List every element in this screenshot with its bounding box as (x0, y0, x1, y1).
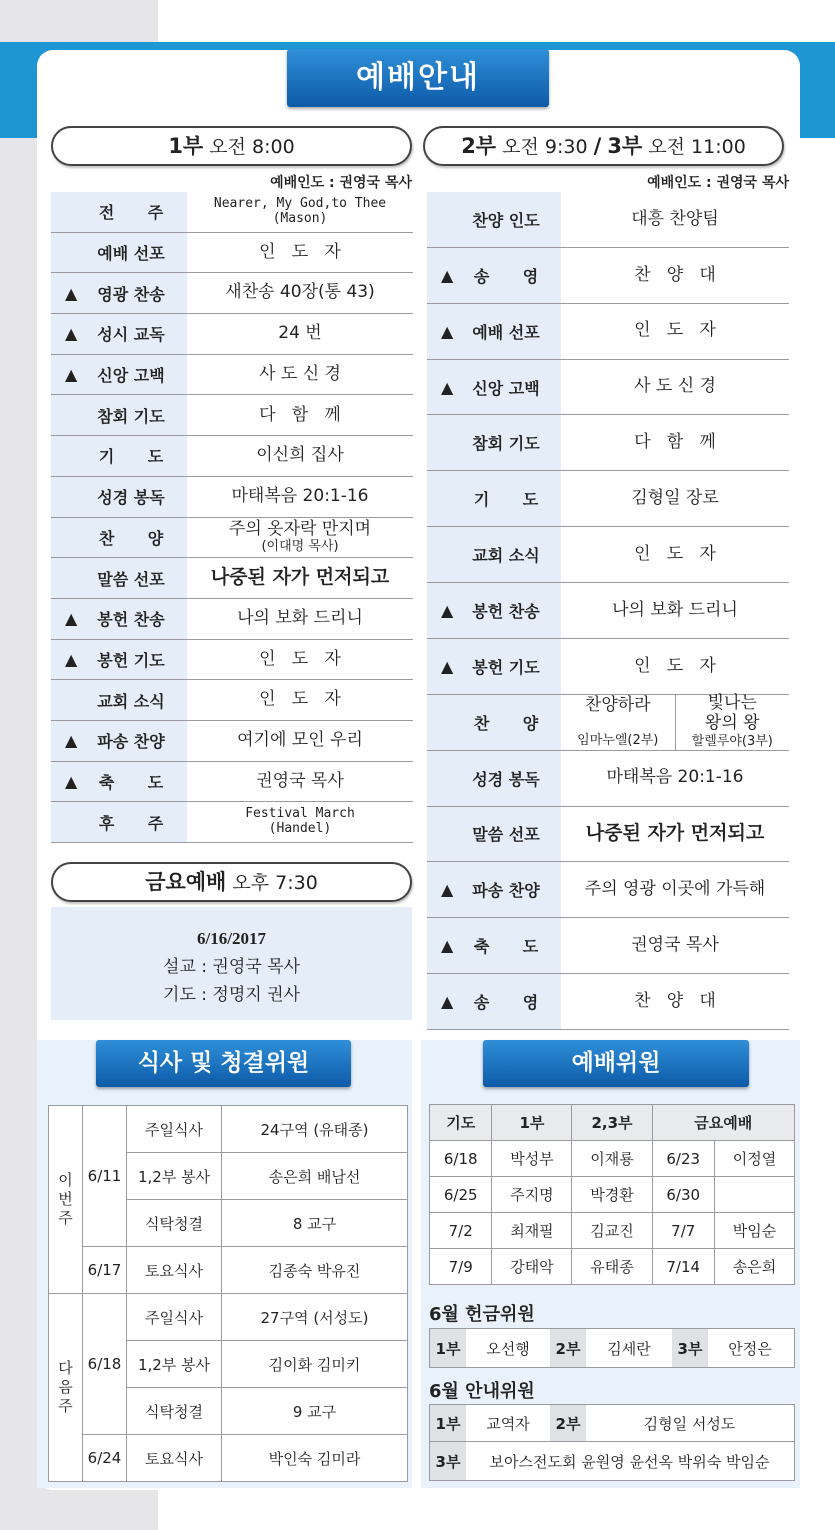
order-row (427, 862, 789, 918)
service-sep: / (593, 134, 602, 158)
order-label (51, 680, 187, 720)
committee-cell: 이정열 (714, 1141, 794, 1177)
service-3-time: 오전 11:00 (648, 136, 746, 158)
order-label (51, 721, 187, 761)
guides-title: 6월 안내위원 (429, 1381, 535, 1402)
order-row (51, 518, 413, 559)
committee-cell: 송은희 (714, 1249, 794, 1285)
order-row (427, 918, 789, 974)
order-value: 24 번 (278, 323, 322, 344)
triangle-icon: ▲ (441, 321, 454, 341)
triangle-icon: ▲ (65, 324, 78, 344)
order-value: Nearer, My God,to Thee (Mason) (213, 195, 387, 226)
order-row (427, 807, 789, 863)
meal-row (49, 1435, 408, 1482)
meal-duty: 식탁청결 (127, 1388, 222, 1435)
order-label (427, 360, 561, 415)
triangle-icon: ▲ (441, 600, 454, 620)
order-label (427, 807, 561, 862)
order-label (51, 436, 187, 476)
service-3-label: 3부 (607, 134, 643, 158)
order-label (51, 273, 187, 313)
order-label-text: 송 영 (473, 266, 539, 286)
order-row (427, 304, 789, 360)
order-value: 인 도 자 (259, 241, 341, 262)
order-label (51, 314, 187, 354)
order-label-text: 교회 소식 (97, 691, 165, 711)
order-value: 인 도 자 (634, 655, 716, 676)
strip-key: 3부 (430, 1442, 466, 1480)
praise-choir-3: 할렐루야(3부) (691, 734, 773, 750)
order-row (427, 248, 789, 304)
order-label-text: 후 주 (98, 813, 164, 833)
order-label-text: 참회 기도 (97, 406, 165, 426)
order-row (427, 751, 789, 807)
order-label-text: 축 도 (98, 772, 164, 792)
order-label (427, 639, 561, 694)
meal-duty: 1,2부 봉사 (127, 1153, 222, 1200)
order-label-text: 예배 선포 (472, 322, 540, 342)
meal-assignee: 27구역 (서성도) (222, 1294, 408, 1341)
order-value: 인 도 자 (634, 320, 716, 341)
order-label (427, 695, 561, 750)
order-row (427, 583, 789, 639)
order-row (427, 639, 789, 695)
order-label-text: 예배 선포 (97, 244, 165, 264)
order-label (51, 762, 187, 802)
meal-duty: 토요식사 (127, 1247, 222, 1294)
order-label (427, 918, 561, 973)
order-row (51, 721, 413, 762)
service-23-header (423, 126, 784, 166)
meal-duty: 식탁청결 (127, 1200, 222, 1247)
triangle-icon: ▲ (441, 880, 454, 900)
committee-cell: 6/30 (652, 1177, 714, 1213)
order-label (51, 355, 187, 395)
order-label (427, 527, 561, 582)
order-value: 찬 양 대 (634, 264, 716, 285)
order-value-sub: (이대명 목사) (261, 538, 339, 554)
order-label (51, 640, 187, 680)
order-value: 나중된 자가 먼저되고 (210, 566, 390, 589)
order-label-text: 참회 기도 (472, 434, 540, 454)
order-label (51, 802, 187, 842)
order-value-main: 주의 옷자락 만지며 (228, 519, 372, 540)
order-row (427, 471, 789, 527)
order-row (51, 640, 413, 681)
meal-week: 이 번 주 (49, 1106, 83, 1294)
order-value: 권영국 목사 (256, 770, 344, 791)
friday-sermon: 설교 : 권영국 목사 (163, 957, 300, 977)
order-row (427, 415, 789, 471)
order-label-text: 신앙 고백 (472, 378, 540, 398)
committee-cell: 6/25 (430, 1177, 492, 1213)
order-value-b (676, 695, 790, 750)
order-label-text: 말씀 선포 (472, 825, 540, 845)
meal-duty: 토요식사 (127, 1435, 222, 1482)
order-row (51, 599, 413, 640)
committee-header: 2,3부 (572, 1105, 652, 1141)
committee-header: 기도 (430, 1105, 492, 1141)
order-label-text: 성시 교독 (97, 325, 165, 345)
friday-header (51, 862, 412, 902)
order-label-text: 기 도 (473, 490, 539, 510)
order-label-text: 봉헌 찬송 (472, 601, 540, 621)
order-label (51, 518, 187, 558)
strip-key: 1부 (430, 1329, 466, 1367)
meal-week: 다 음 주 (49, 1294, 83, 1482)
meal-assignee: 24구역 (유태종) (222, 1106, 408, 1153)
meal-table (48, 1105, 408, 1482)
order-label (51, 558, 187, 598)
committee-header-row (430, 1105, 795, 1141)
triangle-icon: ▲ (441, 656, 454, 676)
meal-assignee: 송은희 배남선 (222, 1153, 408, 1200)
order-label-text: 봉헌 기도 (472, 657, 540, 677)
committee-row (430, 1213, 795, 1249)
order-row (51, 233, 413, 274)
praise-choir-2: 임마누엘(2부) (577, 732, 659, 748)
order-row (51, 680, 413, 721)
meal-title: 식사 및 청결위원 (96, 1040, 351, 1087)
page-title: 예배안내 (287, 49, 549, 107)
guides-row-1 (429, 1404, 795, 1442)
service-2-label: 2부 (461, 134, 497, 158)
order-value: 나의 보화 드리니 (612, 599, 738, 620)
triangle-icon: ▲ (65, 365, 78, 385)
order-label (427, 471, 561, 526)
order-label (427, 248, 561, 303)
order-label-text: 교회 소식 (472, 546, 540, 566)
strip-value: 김세란 (607, 1339, 651, 1358)
meal-row (49, 1294, 408, 1341)
order-label (51, 599, 187, 639)
order-row (427, 695, 789, 751)
order-row (427, 192, 789, 248)
friday-prayer: 기도 : 정명지 권사 (163, 985, 300, 1005)
order-value: 마태복음 20:1-16 (606, 767, 744, 788)
order-value: 대흥 찬양팀 (631, 208, 719, 229)
committee-cell: 박임순 (714, 1213, 794, 1249)
meal-duty: 주일식사 (127, 1294, 222, 1341)
committee-cell: 박성부 (492, 1141, 572, 1177)
committee-cell: 7/9 (430, 1249, 492, 1285)
strip-key: 3부 (672, 1329, 708, 1367)
order-value: 인 도 자 (259, 689, 341, 710)
order-label-text: 찬양 인도 (472, 210, 540, 230)
committee-header: 금요예배 (652, 1105, 794, 1141)
meal-assignee: 9 교구 (222, 1388, 408, 1435)
order-value: 김형일 장로 (631, 487, 719, 508)
committee-cell (714, 1177, 794, 1213)
order-value: 이신희 집사 (256, 445, 344, 466)
order-row (51, 355, 413, 396)
friday-time: 오후 7:30 (232, 872, 318, 894)
meal-row (49, 1106, 408, 1153)
service-1-time: 오전 8:00 (209, 136, 295, 158)
order-label (427, 304, 561, 359)
order-label (427, 862, 561, 917)
meal-row (49, 1247, 408, 1294)
meal-date: 6/24 (83, 1435, 127, 1482)
service-1-header (51, 126, 412, 166)
order-label-text: 봉헌 기도 (97, 650, 165, 670)
committee-cell: 최재필 (492, 1213, 572, 1249)
committee-cell: 7/14 (652, 1249, 714, 1285)
order-label-text: 성경 봉독 (472, 769, 540, 789)
triangle-icon: ▲ (65, 771, 78, 791)
order-label (427, 415, 561, 470)
strip-key: 2부 (550, 1405, 586, 1441)
committee-cell: 박경환 (572, 1177, 652, 1213)
committee-cell: 6/18 (430, 1141, 492, 1177)
order-row (427, 527, 789, 583)
meal-duty: 1,2부 봉사 (127, 1341, 222, 1388)
order-value: 인 도 자 (259, 648, 341, 669)
order-row (51, 395, 413, 436)
order-value: 인 도 자 (634, 543, 716, 564)
meal-assignee: 김종숙 박유진 (222, 1247, 408, 1294)
order-label-text: 영광 찬송 (97, 284, 165, 304)
committee-table (429, 1104, 795, 1285)
committee-cell: 유태종 (572, 1249, 652, 1285)
order-row (51, 273, 413, 314)
order-value: 사 도 신 경 (634, 376, 716, 397)
committee-cell: 6/23 (652, 1141, 714, 1177)
triangle-icon: ▲ (441, 377, 454, 397)
strip-value: 안정은 (728, 1339, 772, 1358)
offering-strip (429, 1328, 795, 1368)
order-label-text: 말씀 선포 (97, 569, 165, 589)
meal-assignee: 박인숙 김미라 (222, 1435, 408, 1482)
order-value: 나중된 자가 먼저되고 (585, 822, 765, 845)
order-row (51, 436, 413, 477)
order-row (51, 192, 413, 233)
order-row (51, 762, 413, 803)
order-label-text: 파송 찬양 (472, 881, 540, 901)
committee-cell: 주지명 (492, 1177, 572, 1213)
order-label (427, 751, 561, 806)
order-value: 사 도 신 경 (259, 363, 341, 384)
order-value: 여기에 모인 우리 (237, 730, 363, 750)
triangle-icon: ▲ (65, 731, 78, 751)
order-row (51, 802, 413, 843)
triangle-icon: ▲ (441, 992, 454, 1012)
praise-title-3: 빛나는 왕의 왕 (704, 693, 760, 733)
praise-title-2: 찬양하라 (584, 694, 651, 715)
strip-value: 보아스전도회 윤원영 윤선옥 박위숙 박임순 (489, 1452, 770, 1471)
order-label-text: 파송 찬양 (97, 732, 165, 752)
triangle-icon: ▲ (65, 283, 78, 303)
order-row (51, 558, 413, 599)
order-row (427, 974, 789, 1030)
triangle-icon: ▲ (441, 936, 454, 956)
order-value: 찬 양 대 (634, 990, 716, 1011)
order-label (51, 395, 187, 435)
order-value (187, 518, 413, 558)
order-label (51, 477, 187, 517)
committee-cell: 7/2 (430, 1213, 492, 1249)
meal-date: 6/17 (83, 1247, 127, 1294)
committee-cell: 강태악 (492, 1249, 572, 1285)
committee-row (430, 1141, 795, 1177)
order-value: 나의 보화 드리니 (237, 607, 363, 628)
strip-value: 교역자 (486, 1414, 530, 1433)
order-value: 새찬송 40장(통 43) (225, 282, 375, 303)
triangle-icon: ▲ (65, 609, 78, 629)
service-2-time: 오전 9:30 (502, 136, 588, 158)
order-label-text: 신앙 고백 (97, 366, 165, 386)
order-label-text: 기 도 (98, 447, 164, 467)
triangle-icon: ▲ (65, 649, 78, 669)
committee-cell: 7/7 (652, 1213, 714, 1249)
order-label (427, 583, 561, 638)
order-value-a (561, 695, 676, 750)
order-label-text: 성경 봉독 (97, 488, 165, 508)
order-label-text: 축 도 (473, 937, 539, 957)
order-row (51, 477, 413, 518)
order-value: 주의 영광 이곳에 가득해 (584, 879, 766, 900)
committee-cell: 김교진 (572, 1213, 652, 1249)
committee-header: 1부 (492, 1105, 572, 1141)
committee-row (430, 1249, 795, 1285)
meal-date: 6/18 (83, 1294, 127, 1435)
order-label-text: 전 주 (98, 203, 164, 223)
service-1-label: 1부 (168, 134, 204, 158)
meal-assignee: 김이화 김미키 (222, 1341, 408, 1388)
order-label-text: 송 영 (473, 993, 539, 1013)
strip-value: 오선행 (486, 1339, 530, 1358)
order-label (427, 974, 561, 1029)
order-label (427, 192, 561, 247)
guides-row-2 (429, 1441, 795, 1481)
order-label-text: 찬 양 (98, 528, 164, 548)
meal-assignee: 8 교구 (222, 1200, 408, 1247)
service-23-leader: 예배인도 : 권영국 목사 (647, 175, 789, 191)
order-value: 다 함 께 (259, 404, 341, 425)
order-label-text: 봉헌 찬송 (97, 610, 165, 630)
order-label (51, 192, 187, 232)
order-value: 권영국 목사 (631, 934, 719, 955)
committee-cell: 이재룡 (572, 1141, 652, 1177)
committee-row (430, 1177, 795, 1213)
strip-value: 김형일 서성도 (643, 1414, 736, 1433)
meal-duty: 주일식사 (127, 1106, 222, 1153)
strip-key: 1부 (430, 1405, 466, 1441)
order-label-text: 찬 양 (473, 713, 539, 733)
order-value: 마태복음 20:1-16 (231, 485, 369, 506)
triangle-icon: ▲ (441, 265, 454, 285)
order-row (51, 314, 413, 355)
friday-date: 6/16/2017 (197, 929, 266, 948)
service-1-leader: 예배인도 : 권영국 목사 (270, 175, 412, 191)
friday-box (51, 907, 412, 1020)
order-value: Festival March (Handel) (245, 806, 355, 837)
strip-key: 2부 (550, 1329, 586, 1367)
committee-title: 예배위원 (483, 1040, 749, 1087)
meal-date: 6/11 (83, 1106, 127, 1247)
order-label (51, 233, 187, 273)
service-23-order (427, 192, 789, 1030)
order-value: 다 함 께 (634, 432, 716, 453)
friday-title: 금요예배 (145, 870, 227, 894)
offering-title: 6월 헌금위원 (429, 1304, 535, 1325)
order-row (427, 360, 789, 416)
service-1-order (51, 192, 413, 843)
